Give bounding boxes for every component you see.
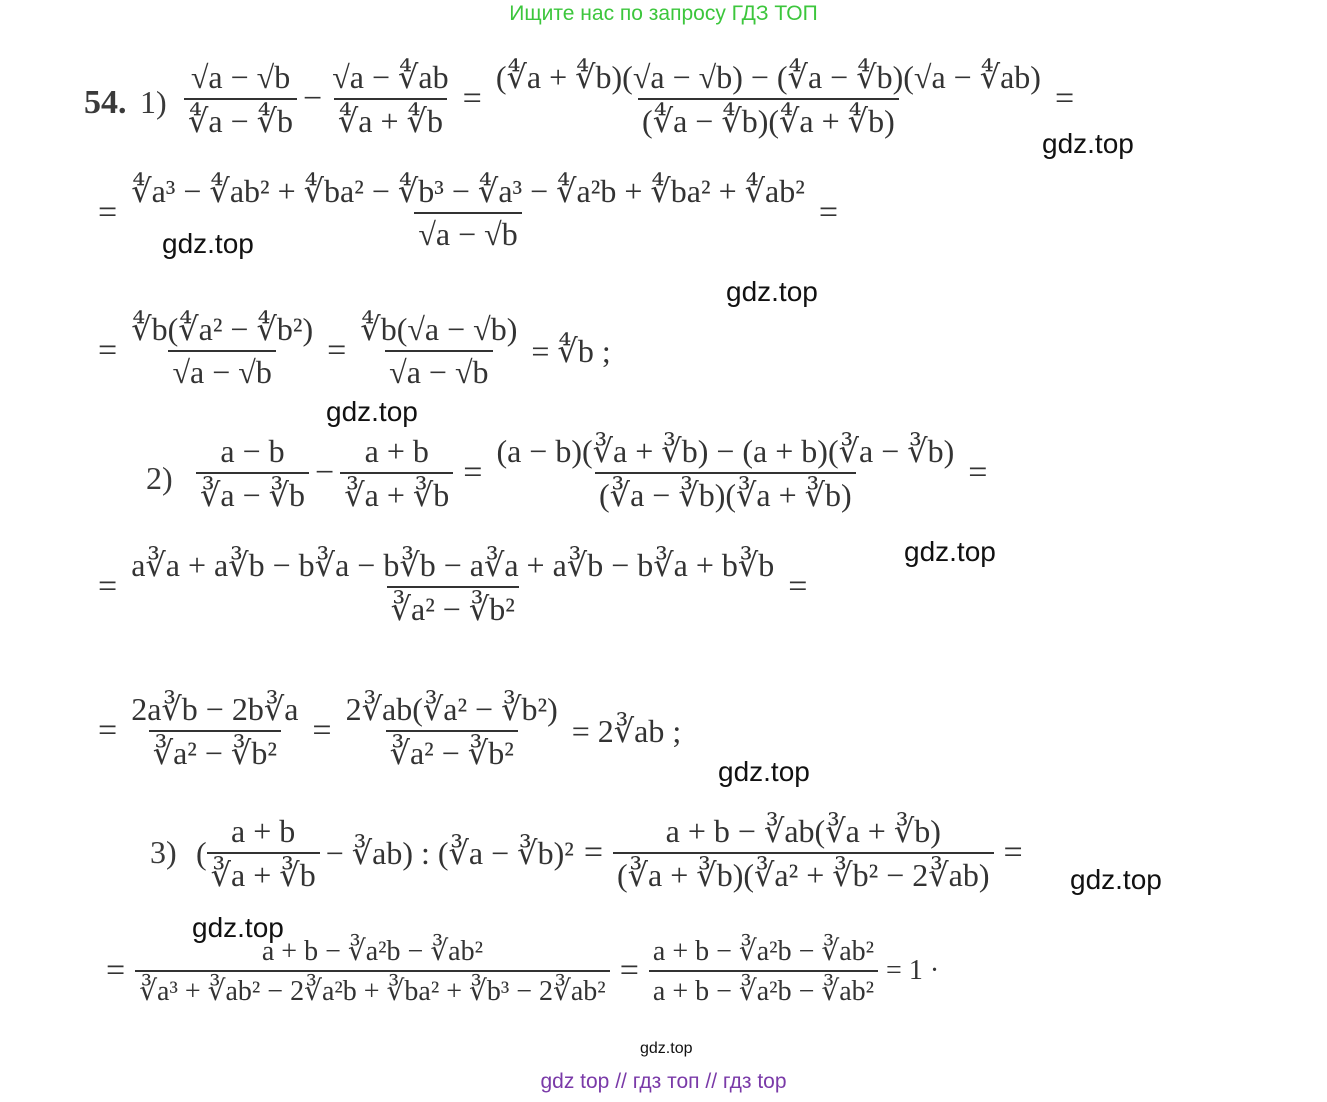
result: = 1 · (886, 955, 940, 986)
footer-links[interactable]: gdz top // гдз топ // гдз top (540, 1070, 787, 1093)
fraction (127, 690, 302, 772)
fraction (492, 432, 958, 514)
problem-number: 54. (84, 84, 127, 121)
equals-sign: = (788, 568, 808, 605)
part-2-line-2 (88, 546, 817, 628)
open-paren: ( (196, 834, 207, 871)
fraction (196, 433, 309, 514)
denominator: ∜a − ∜b (184, 98, 297, 140)
minus-sign: − (315, 454, 335, 491)
equals-sign: = (463, 454, 483, 491)
denominator: (∛a − ∛b)(∛a + ∛b) (595, 472, 856, 514)
fraction (135, 934, 610, 1008)
fraction (328, 58, 452, 140)
numerator: a + b − ∛a²b − ∛ab² (261, 936, 484, 967)
watermark-small: gdz.top (640, 1040, 693, 1057)
result: = ∜b ; (531, 332, 611, 369)
part-3-line-1 (196, 812, 1033, 894)
numerator: ∜b(∜a² − ∜b²) (131, 311, 314, 347)
numerator: ∜a³ − ∜ab² + ∜ba² − ∜b³ − ∜a³ − ∜a²b + ∜ba² + ∜ab² (131, 173, 805, 209)
fraction (613, 812, 994, 894)
denominator: ∛a³ + ∛ab² − 2∛a²b + ∛ba² + ∛b³ − 2∛ab² (135, 970, 610, 1008)
part-1-label: 1) (140, 84, 167, 120)
numerator: √a − √b (190, 58, 291, 95)
numerator: (∜a + ∜b)(√a − √b) − (∜a − ∜b)(√a − ∜ab) (495, 59, 1041, 95)
denominator: ∛a + ∛b (340, 472, 453, 514)
minus-sign: − (303, 80, 323, 117)
equals-sign: = (968, 454, 988, 491)
denominator: ∛a² − ∛b² (387, 586, 519, 628)
equals-sign: = (98, 568, 118, 605)
equals-sign: = (619, 952, 639, 989)
part-2-label: 2) (146, 460, 173, 496)
equals-sign: = (98, 712, 118, 749)
equals-sign: = (106, 952, 126, 989)
denominator: (∜a − ∜b)(∜a + ∜b) (638, 98, 899, 140)
numerator: (a − b)(∛a + ∛b) − (a + b)(∛a − ∛b) (496, 433, 955, 469)
equals-sign: = (1003, 834, 1023, 871)
part-1-line-3 (88, 310, 611, 391)
equals-sign: = (327, 331, 347, 369)
denominator: ∛a + ∛b (207, 852, 320, 894)
equals-sign: = (818, 193, 838, 231)
denominator: (∛a + ∛b)(∛a² + ∛b² − 2∛ab) (613, 852, 994, 894)
part-3-line-2 (96, 934, 939, 1008)
watermark: gdz.top (1042, 128, 1134, 159)
numerator: a + b (231, 812, 296, 849)
watermark: gdz.top (904, 536, 996, 567)
equals-sign: = (98, 193, 118, 231)
denominator: ∛a − ∛b (196, 472, 309, 514)
equals-sign: = (1054, 80, 1075, 117)
watermark: gdz.top (326, 396, 418, 427)
equals-sign: = (312, 712, 332, 749)
fraction (340, 433, 453, 514)
fraction (127, 310, 317, 391)
denominator: ∜a + ∜b (334, 98, 447, 140)
denominator: a + b − ∛a²b − ∛ab² (649, 970, 878, 1008)
equals-sign: = (583, 834, 603, 871)
part-3-label: 3) (150, 834, 177, 870)
fraction (127, 546, 778, 628)
part-2-line-1 (196, 432, 997, 514)
denominator: √a − √b (414, 212, 521, 253)
fraction (649, 934, 878, 1008)
numerator: 2a∛b − 2b∛a (131, 691, 299, 727)
part-1-line-1 (184, 58, 1084, 140)
denominator: ∛a² − ∛b² (386, 730, 518, 772)
part-2-line-3 (88, 690, 681, 772)
numerator: a − b (220, 432, 285, 469)
fraction (207, 813, 320, 894)
watermark: gdz.top (1070, 864, 1162, 895)
watermark: gdz.top (192, 912, 284, 943)
numerator: a + b (364, 432, 429, 469)
numerator: √a − ∜ab (332, 59, 449, 95)
numerator: a + b − ∛a²b − ∛ab² (652, 936, 875, 967)
numerator: a + b − ∛ab(∛a + ∛b) (665, 813, 941, 849)
expression: − ∛ab) : (∛a − ∛b)² (325, 835, 574, 871)
denominator: √a − √b (385, 350, 492, 391)
equals-sign: = (98, 331, 118, 369)
denominator: √a − √b (168, 350, 275, 391)
denominator: ∛a² − ∛b² (149, 730, 281, 772)
watermark: gdz.top (726, 276, 818, 307)
numerator: a∛a + a∛b − b∛a − b∛b − a∛a + a∛b − b∛a + b∛b (131, 547, 775, 583)
fraction (342, 690, 562, 772)
equals-sign: = (462, 80, 482, 117)
header-banner[interactable]: Ищите нас по запросу ГДЗ ТОП (509, 2, 818, 25)
numerator: ∜b(√a − √b) (360, 311, 518, 347)
numerator: 2∛ab(∛a² − ∛b²) (345, 691, 558, 727)
fraction (184, 59, 297, 140)
watermark: gdz.top (162, 228, 254, 259)
fraction (356, 310, 521, 391)
result: = 2∛ab ; (571, 713, 682, 749)
watermark: gdz.top (718, 756, 810, 787)
fraction (492, 58, 1045, 140)
